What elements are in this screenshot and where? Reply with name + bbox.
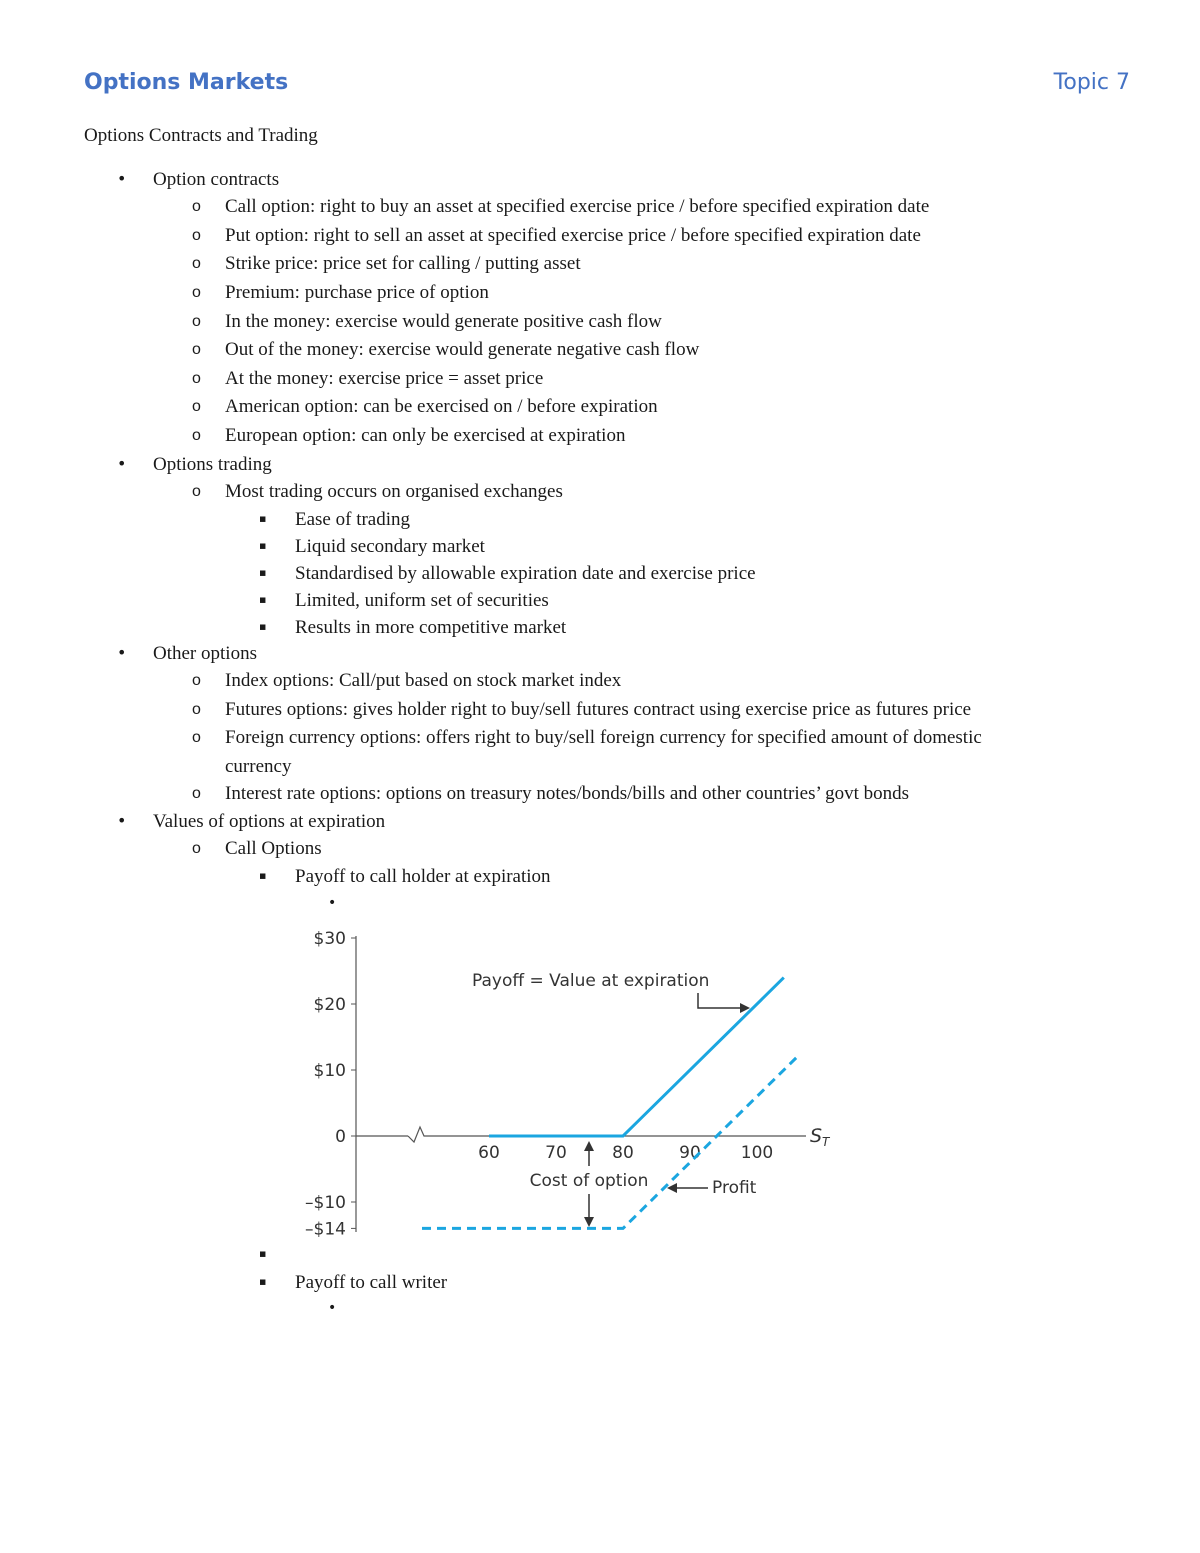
bullet-other-options: Other options	[153, 643, 257, 664]
list-item: Limited, uniform set of securities	[295, 590, 549, 611]
sub-bullet-marker: o	[192, 729, 201, 746]
sub-sub-bullet-marker: ▪	[259, 566, 267, 579]
section-heading: Options Contracts and Trading	[84, 125, 318, 146]
list-item: Interest rate options: options on treasury notes/bonds/bills and other countries’ govt bonds	[225, 783, 910, 804]
list-item: Payoff to call writer	[295, 1272, 448, 1293]
sub-bullet-marker: o	[192, 785, 201, 802]
bullet-marker: •	[117, 811, 127, 830]
list-item-continuation: currency	[225, 756, 292, 777]
bullet-option-contracts: Option contracts	[153, 169, 280, 190]
x-tick-label: 70	[545, 1143, 567, 1163]
y-tick-label: –$14	[305, 1219, 346, 1240]
axis-break-mark	[408, 1127, 430, 1142]
sub-bullet-marker: o	[192, 701, 201, 718]
bullet-marker: •	[117, 169, 127, 188]
bullet-values-at-expiration: Values of options at expiration	[153, 811, 386, 832]
list-item: Put option: right to sell an asset at specified exercise price / before specified expiration date	[225, 225, 921, 246]
annotation-profit: Profit	[712, 1178, 757, 1198]
list-item: American option: can be exercised on / before expiration	[225, 396, 658, 417]
list-item: Strike price: price set for calling / putting asset	[225, 253, 581, 274]
bullet-options-trading: Options trading	[153, 454, 272, 475]
y-tick-label: $10	[313, 1061, 346, 1081]
x-axis-label: S	[810, 1125, 823, 1147]
x-tick-label: 100	[740, 1143, 774, 1163]
list-item: Call option: right to buy an asset at specified exercise price / before specified expiration date	[225, 196, 930, 217]
list-item: Foreign currency options: offers right to buy/sell foreign currency for specified amount of domestic	[225, 727, 982, 748]
sub-bullet-marker: o	[192, 483, 201, 500]
list-item: Call Options	[225, 838, 322, 859]
list-item: Index options: Call/put based on stock market index	[225, 670, 622, 691]
sub-bullet-marker: o	[192, 227, 201, 244]
sub-bullet-marker: o	[192, 672, 201, 689]
topic-label: Topic 7	[1053, 70, 1130, 95]
annotation-payoff: Payoff = Value at expiration	[472, 971, 710, 991]
sub-bullet-marker: o	[192, 398, 201, 415]
x-tick-label: 90	[679, 1143, 701, 1163]
list-item: At the money: exercise price = asset price	[225, 368, 544, 389]
list-item: Out of the money: exercise would generate negative cash flow	[225, 339, 700, 360]
list-item: Premium: purchase price of option	[225, 282, 489, 303]
bullet-marker: •	[117, 643, 127, 662]
sub-bullet-marker: o	[192, 341, 201, 358]
sub-sub-bullet-marker: ▪	[259, 512, 267, 525]
list-item: In the money: exercise would generate positive cash flow	[225, 311, 662, 332]
y-tick-label: $30	[313, 929, 346, 949]
sub-bullet-marker: o	[192, 370, 201, 387]
arrow-head	[584, 1141, 594, 1151]
arrow-head	[667, 1183, 677, 1193]
bullet-marker: •	[117, 454, 127, 473]
x-tick-label: 60	[478, 1143, 500, 1163]
level4-bullet-marker: •	[328, 895, 337, 911]
list-item: Most trading occurs on organised exchanges	[225, 481, 563, 502]
level4-bullet-marker: •	[328, 1300, 337, 1316]
sub-sub-bullet-marker: ▪	[259, 620, 267, 633]
list-item: Ease of trading	[295, 509, 411, 530]
page-title: Options Markets	[84, 70, 289, 95]
list-item: Standardised by allowable expiration date and exercise price	[295, 563, 756, 584]
list-item: Futures options: gives holder right to buy/sell futures contract using exercise price as futures price	[225, 699, 972, 720]
x-tick-label: 80	[612, 1143, 634, 1163]
sub-bullet-marker: o	[192, 255, 201, 272]
sub-bullet-marker: o	[192, 198, 201, 215]
sub-bullet-marker: o	[192, 284, 201, 301]
list-item: European option: can only be exercised at expiration	[225, 425, 626, 446]
x-axis-label-subscript: T	[822, 1135, 830, 1149]
sub-sub-bullet-marker: ▪	[259, 539, 267, 552]
annotation-payoff-arrow	[698, 993, 742, 1008]
arrow-head	[584, 1217, 594, 1227]
list-item: Results in more competitive market	[295, 617, 567, 638]
call-option-payoff-chart	[290, 920, 850, 1250]
sub-bullet-marker: o	[192, 840, 201, 857]
sub-bullet-marker: o	[192, 313, 201, 330]
y-tick-label: $20	[313, 995, 346, 1015]
y-tick-label: –$10	[305, 1193, 346, 1213]
y-tick-label: 0	[335, 1127, 346, 1147]
sub-sub-bullet-marker: ▪	[259, 1247, 267, 1260]
list-item: Payoff to call holder at expiration	[295, 866, 551, 887]
sub-sub-bullet-marker: ▪	[259, 1275, 267, 1288]
list-item: Liquid secondary market	[295, 536, 485, 557]
sub-sub-bullet-marker: ▪	[259, 593, 267, 606]
sub-sub-bullet-marker: ▪	[259, 869, 267, 882]
sub-bullet-marker: o	[192, 427, 201, 444]
annotation-cost-of-option: Cost of option	[529, 1171, 649, 1191]
